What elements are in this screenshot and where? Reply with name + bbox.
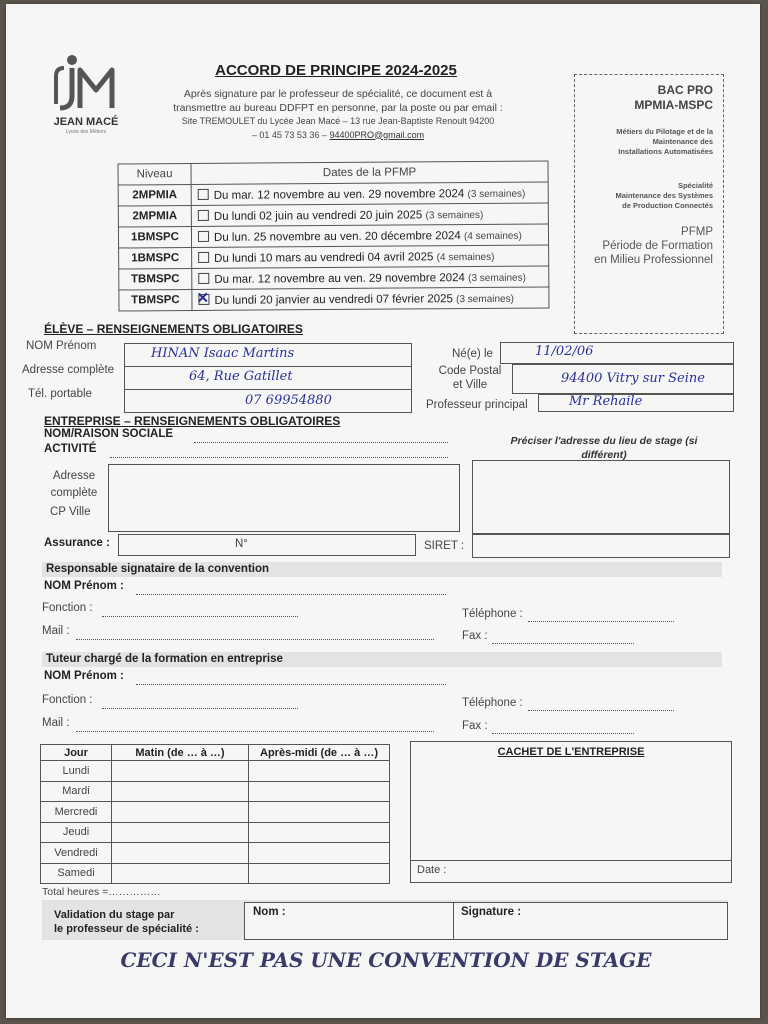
eleve-cp-label — [430, 364, 510, 392]
tuteur-mail-input[interactable] — [76, 731, 434, 732]
pfmp-niveau: 2MPMIA — [118, 184, 191, 206]
tuteur-tel-input[interactable] — [528, 710, 674, 711]
eleve-tel-input[interactable]: 07 69954880 — [245, 393, 332, 408]
responsable-mail-input[interactable] — [76, 639, 434, 640]
pfmp-option[interactable] — [192, 266, 549, 289]
pfmp-row — [118, 182, 548, 206]
validation-nom-input[interactable] — [246, 904, 452, 938]
checkbox-icon[interactable] — [198, 189, 209, 200]
tuteur-nom-label: NOM Prénom : — [44, 670, 124, 682]
matin-input[interactable] — [112, 802, 249, 823]
eleve-prof-label: Professeur principal — [426, 399, 528, 411]
intro-email-link[interactable]: 94400PRO@gmail.com — [329, 129, 425, 140]
validation-label — [54, 908, 199, 936]
responsable-tel-label: Téléphone : — [462, 608, 523, 620]
total-heures: Total heures =…………… — [42, 886, 161, 898]
bac-mspc-description — [575, 181, 713, 211]
eleve-cp-label-2: et Ville — [452, 379, 488, 391]
day-label: Mercredi — [41, 802, 112, 823]
page-title: ACCORD DE PRINCIPE 2024-2025 — [215, 62, 457, 79]
entreprise-raison-label: NOM/RAISON SOCIALE — [44, 428, 174, 440]
responsable-band: Responsable signataire de la convention — [42, 562, 722, 577]
pfmp-row — [118, 203, 548, 227]
responsable-nom-input[interactable] — [136, 594, 446, 595]
responsable-nom-label: NOM Prénom : — [44, 580, 124, 592]
validation-label-2: le professeur de spécialité : — [54, 923, 199, 935]
validation-signature-input[interactable] — [455, 904, 725, 938]
entreprise-cp-label: CP Ville — [50, 506, 91, 518]
footer-notice: CECI N'EST PAS UNE CONVENTION DE STAGE — [120, 948, 652, 972]
assurance-input[interactable] — [118, 534, 416, 556]
checkbox-icon[interactable] — [198, 252, 209, 263]
eleve-section-title: ÉLÈVE – RENSEIGNEMENTS OBLIGATOIRES — [44, 322, 303, 336]
responsable-fonction-label: Fonction : — [42, 602, 93, 614]
pfmp-niveau: 1BMSPC — [119, 247, 192, 269]
assurance-numero-label: N° — [235, 538, 248, 550]
cachet-box[interactable] — [410, 741, 732, 883]
table-row — [41, 781, 390, 802]
validation-label-1: Validation du stage par — [54, 909, 175, 921]
responsable-fax-input[interactable] — [492, 643, 634, 644]
pfmp-option[interactable] — [192, 245, 549, 268]
apres-midi-input[interactable] — [249, 761, 390, 782]
entreprise-activite-label: ACTIVITÉ — [44, 443, 97, 455]
eleve-ne-input[interactable] — [500, 342, 734, 364]
entreprise-adresse-input[interactable] — [108, 464, 460, 532]
entreprise-adresse-label — [46, 468, 102, 502]
tuteur-fonction-input[interactable] — [102, 708, 298, 709]
apres-midi-input[interactable] — [249, 822, 390, 843]
matin-input[interactable] — [112, 863, 249, 884]
checkbox-icon[interactable] — [198, 210, 209, 221]
apres-midi-input[interactable] — [249, 863, 390, 884]
pfmp-weeks: (3 semaines) — [456, 293, 514, 306]
bac-mspc-3: de Production Connectés — [622, 201, 713, 210]
pfmp-dates: Du mar. 12 novembre au ven. 29 novembre 2024 — [214, 272, 465, 286]
horaires-header — [41, 745, 390, 761]
intro-phone: – 01 45 73 53 36 – — [251, 129, 327, 140]
pfmp-weeks: (3 semaines) — [468, 272, 526, 285]
eleve-adresse-label: Adresse complète — [22, 364, 115, 376]
apres-midi-input[interactable] — [249, 843, 390, 864]
eleve-ne-value: 11/02/06 — [535, 344, 594, 359]
matin-input[interactable] — [112, 843, 249, 864]
responsable-fonction-input[interactable] — [102, 616, 298, 617]
apres-midi-input[interactable] — [249, 802, 390, 823]
bac-pfmp-long-2: en Milieu Professionnel — [594, 254, 713, 266]
col-matin: Matin (de … à …) — [112, 745, 249, 761]
validation-row — [42, 900, 728, 940]
eleve-fields-box — [124, 343, 412, 413]
pfmp-weeks: (3 semaines) — [425, 209, 484, 222]
eleve-tel-label: Tél. portable — [28, 388, 92, 400]
lieu-stage-label — [476, 434, 732, 462]
lieu-stage-label-2: différent) — [581, 449, 627, 461]
day-label: Samedi — [41, 863, 112, 884]
eleve-ne-label: Né(e) le — [452, 348, 493, 360]
tuteur-fax-input[interactable] — [492, 733, 634, 734]
table-row — [41, 843, 390, 864]
tuteur-mail-label: Mail : — [42, 717, 70, 729]
table-row — [41, 822, 390, 843]
table-row — [41, 802, 390, 823]
lieu-stage-label-1: Préciser l'adresse du lieu de stage (si — [510, 435, 698, 447]
intro-text — [138, 88, 538, 142]
pfmp-dates: Du lundi 10 mars au vendredi 04 avril 2025 — [214, 251, 434, 265]
entreprise-raison-input[interactable] — [194, 442, 448, 443]
cachet-date-label: Date : — [417, 864, 447, 876]
matin-input[interactable] — [112, 822, 249, 843]
pfmp-row — [119, 287, 549, 311]
lieu-stage-input[interactable] — [472, 460, 730, 534]
tuteur-fonction-label: Fonction : — [42, 694, 93, 706]
bac-mpmia-2: Maintenance des — [652, 137, 713, 146]
intro-line-3: Site TREMOULET du Lycée Jean Macé – 13 rue Jean-Baptiste Renoult 94200 — [181, 116, 495, 126]
pfmp-weeks: (3 semaines) — [467, 188, 526, 201]
bac-mpmia-3: Installations Automatisées — [618, 147, 713, 156]
entreprise-activite-input[interactable] — [110, 457, 448, 458]
table-row — [41, 863, 390, 884]
pfmp-niveau: 1BMSPC — [118, 226, 191, 248]
pfmp-row — [119, 245, 549, 269]
pfmp-dates: Du mar. 12 novembre au ven. 29 novembre 2024 — [213, 188, 465, 202]
col-niveau: Niveau — [118, 163, 191, 185]
day-label: Vendredi — [41, 843, 112, 864]
eleve-prof-input[interactable] — [538, 394, 734, 412]
form-sheet — [6, 4, 760, 1018]
responsable-mail-label: Mail : — [42, 625, 70, 637]
siret-input[interactable] — [472, 534, 730, 558]
bac-mspc-1: Spécialité — [677, 181, 713, 190]
pfmp-niveau: TBMSPC — [119, 268, 192, 290]
bac-title-2: MPMIA-MSPC — [634, 98, 713, 112]
tuteur-fax-label: Fax : — [462, 720, 488, 732]
bac-pfmp-title: PFMP — [681, 226, 713, 238]
validation-signature-label: Signature : — [461, 906, 522, 918]
pfmp-weeks: (4 semaines) — [436, 251, 495, 264]
checked-checkbox-icon[interactable] — [198, 294, 209, 305]
logo-name: JEAN MACÉ — [53, 116, 119, 128]
responsable-fax-label: Fax : — [462, 630, 488, 642]
bac-pro-box — [574, 74, 724, 334]
bac-mpmia-1: Métiers du Pilotage et de la — [616, 127, 713, 136]
pfmp-option[interactable] — [191, 203, 548, 226]
day-label: Mardi — [41, 781, 112, 802]
table-row — [41, 761, 390, 782]
day-label: Jeudi — [41, 822, 112, 843]
validation-fields — [244, 902, 728, 940]
eleve-cp-value: 94400 Vitry sur Seine — [561, 371, 705, 386]
eleve-cp-label-1: Code Postal — [438, 365, 502, 377]
matin-input[interactable] — [112, 781, 249, 802]
validation-nom-label: Nom : — [253, 906, 286, 918]
intro-line-2: transmettre au bureau DDFPT en personne, par la poste ou par email : — [173, 101, 503, 114]
bac-mspc-2: Maintenance des Systèmes — [615, 191, 713, 200]
col-dates: Dates de la PFMP — [191, 161, 548, 184]
bac-title-1: BAC PRO — [657, 83, 713, 97]
bac-pfmp — [575, 225, 713, 267]
pfmp-row — [119, 266, 549, 290]
day-label: Lundi — [41, 761, 112, 782]
pfmp-niveau: 2MPMIA — [118, 205, 191, 227]
responsable-tel-input[interactable] — [528, 621, 674, 622]
col-jour: Jour — [41, 745, 112, 761]
pfmp-dates: Du lun. 25 novembre au ven. 20 décembre 2024 — [213, 230, 461, 244]
cachet-title: CACHET DE L'ENTREPRISE — [497, 746, 645, 758]
eleve-adresse-input[interactable]: 64, Rue Gatillet — [189, 369, 293, 384]
entreprise-adresse-label-2: complète — [50, 487, 98, 499]
pfmp-dates: Du lundi 20 janvier au vendredi 07 février 2025 — [214, 293, 453, 307]
checkbox-icon[interactable] — [198, 273, 209, 284]
bac-pfmp-long-1: Période de Formation — [602, 240, 713, 252]
eleve-nom-label: NOM Prénom — [26, 340, 97, 352]
bac-title — [575, 83, 713, 113]
pfmp-table-header — [118, 161, 548, 185]
pfmp-row — [118, 224, 548, 248]
pfmp-option[interactable] — [192, 287, 549, 310]
entreprise-adresse-label-1: Adresse — [52, 470, 96, 482]
horaires-table — [40, 744, 390, 884]
checkbox-icon[interactable] — [198, 231, 209, 242]
intro-line-1: Après signature par le professeur de spécialité, ce document est à — [183, 88, 493, 100]
pfmp-weeks: (4 semaines) — [463, 230, 522, 243]
logo-subtitle: Lycée des Métiers — [65, 129, 107, 135]
pfmp-option[interactable] — [191, 224, 548, 247]
tuteur-tel-label: Téléphone : — [462, 697, 523, 709]
pfmp-dates: Du lundi 02 juin au vendredi 20 juin 2025 — [213, 209, 423, 223]
eleve-cp-input[interactable] — [512, 364, 734, 394]
entreprise-section-title: ENTREPRISE – RENSEIGNEMENTS OBLIGATOIRES — [44, 414, 341, 428]
apres-midi-input[interactable] — [249, 781, 390, 802]
jean-mace-logo-icon — [50, 54, 120, 114]
pfmp-niveau: TBMSPC — [119, 289, 192, 311]
assurance-label: Assurance : — [44, 537, 110, 549]
pfmp-option[interactable] — [191, 182, 548, 205]
tuteur-band: Tuteur chargé de la formation en entreprise — [42, 652, 722, 667]
matin-input[interactable] — [112, 761, 249, 782]
eleve-nom-input[interactable]: HINAN Isaac Martins — [151, 346, 295, 361]
eleve-prof-value: Mr Rehaile — [569, 394, 643, 409]
col-apres-midi: Après-midi (de … à …) — [249, 745, 390, 761]
tuteur-nom-input[interactable] — [136, 684, 446, 685]
siret-label: SIRET : — [424, 540, 465, 552]
bac-mpmia-description — [575, 127, 713, 157]
pfmp-dates-table — [117, 160, 549, 311]
